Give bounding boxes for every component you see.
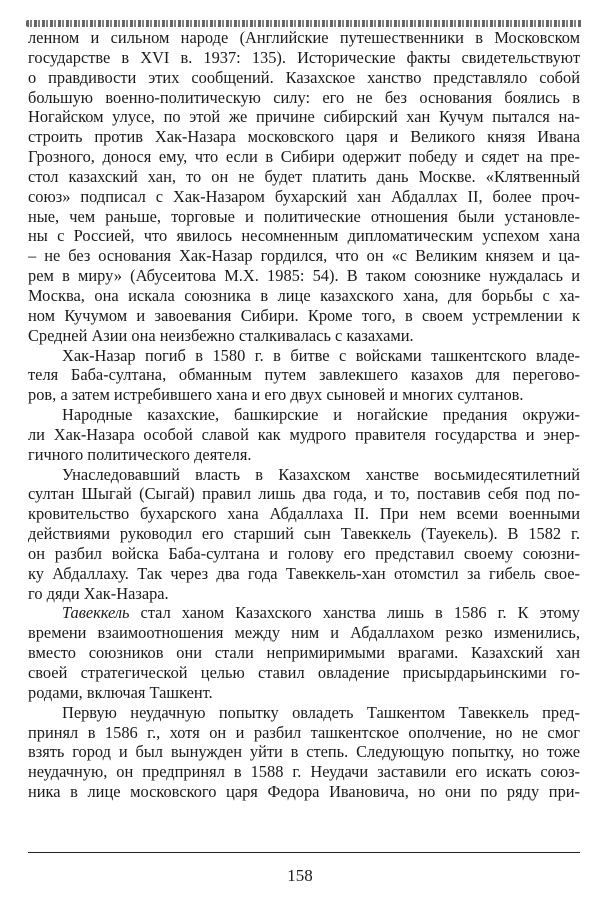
text-line: Народные казахские, башкирские и ногайские предания окружи- [62, 405, 580, 425]
text-line: ные, чем раньше, торговые и политические отношения были установле- [28, 206, 580, 226]
text-line: ленном и сильном народе (Английские путешественники в Московском [28, 28, 580, 47]
text-line: теля Баба-султана, обманным путем завлекшего казахов для перегово- [28, 365, 580, 385]
text-line: ны с Россией, что явилось несомненным дипломатическим успехом хана [28, 226, 580, 246]
text-line: султан Шыгай (Сыгай) правил лишь два года, и то, поставив себя под по- [28, 484, 580, 504]
text-line: он разбил войска Баба-султана и голову его представил своему союзни- [28, 543, 580, 563]
text-line: вместо союзников они стали непримиримыми врагами. Казахский хан [28, 643, 580, 663]
text-line: ном Кучумом и завоевания Сибири. Кроме того, в своем устремлении к [28, 305, 580, 325]
footer-rule [28, 852, 580, 853]
text-line: принял в 1586 г., хотя он и разбил ташкентское ополчение, но не смог [28, 722, 580, 742]
text-line: Средней Азии она неизбежно сталкивалась с казахами. [28, 325, 414, 345]
text-line: строить против Хак-Назара московского царя и Великого князя Ивана [28, 127, 580, 147]
text-line: родами, включая Ташкент. [28, 682, 213, 702]
text-line: Унаследовавший власть в Казахском ханстве восьмидесятилетний [62, 464, 580, 484]
text-line [28, 603, 580, 623]
text-line: союз» подписал с Хак-Назаром бухарский хан Абдаллах II, более проч- [28, 186, 580, 206]
text-line: кровительство бухарского хана Абдаллаха II. При нем всеми военными [28, 504, 580, 524]
text-line: Ногайском улусе, по этой же причине сибирский хан Кучум пытался на- [28, 107, 580, 127]
text-line: взять город и был вынужден уйти в степь. Следующую попытку, но тоже [28, 742, 580, 762]
italic-name: Тавеккель [62, 603, 130, 623]
text-line: Первую неудачную попытку овладеть Ташкентом Тавеккель пред- [62, 702, 580, 722]
page-number: 158 [287, 866, 313, 885]
text-line: ника в лице московского царя Федора Ивановича, но они по ряду при- [28, 782, 580, 802]
text-line: времени взаимоотношения между ним и Абдаллахом резко изменились, [28, 623, 580, 643]
body-text [28, 28, 580, 802]
text-line-rest: стал ханом Казахского ханства лишь в 1586 г. К этому [129, 603, 580, 623]
text-line: Москва, она искала союзника в лице казахского хана, для борьбы с ха- [28, 285, 580, 305]
text-line: ку Абдаллаху. Так через два года Тавеккель-хан отомстил за гибель свое- [28, 563, 580, 583]
text-line: государстве в XVI в. 1937: 135). Исторические факты свидетельствуют [28, 47, 580, 67]
text-line: стол казахский хан, то он не будет платить дань Москве. «Клятвенный [28, 166, 580, 186]
text-line: гичного политического деятеля. [28, 444, 252, 464]
text-line: ли Хак-Назара особой славой как мудрого правителя государства и энер- [28, 424, 580, 444]
text-line: Хак-Назар погиб в 1580 г. в битве с войсками ташкентского владе- [62, 345, 580, 365]
text-line: о правдивости этих сообщений. Казахское ханство представляло собой [28, 67, 580, 87]
text-line: неудачную, он предпринял в 1588 г. Неудачи заставили его искать союз- [28, 762, 580, 782]
text-line: действиями руководил его старший сын Тавеккель (Тауекель). В 1582 г. [28, 524, 580, 544]
text-line: ров, а затем истребившего хана и его двух сыновей и многих султанов. [28, 385, 524, 405]
header-ornament [26, 20, 582, 27]
text-line: го дяди Хак-Назара. [28, 583, 169, 603]
text-line: большую военно-политическую силу: его не без основания боялись в [28, 87, 580, 107]
text-line: – не без основания Хак-Назар гордился, что он «с Великим князем и ца- [28, 246, 580, 266]
text-line: рем в миру» (Абусеитова М.Х. 1985: 54). В таком союзнике нуждалась и [28, 266, 580, 286]
text-line: Грозного, донося ему, что если в Сибири одержит победу и сядет на пре- [28, 147, 580, 167]
text-line: своей стратегической целью ставил овладение присырдарьинскими го- [28, 663, 580, 682]
